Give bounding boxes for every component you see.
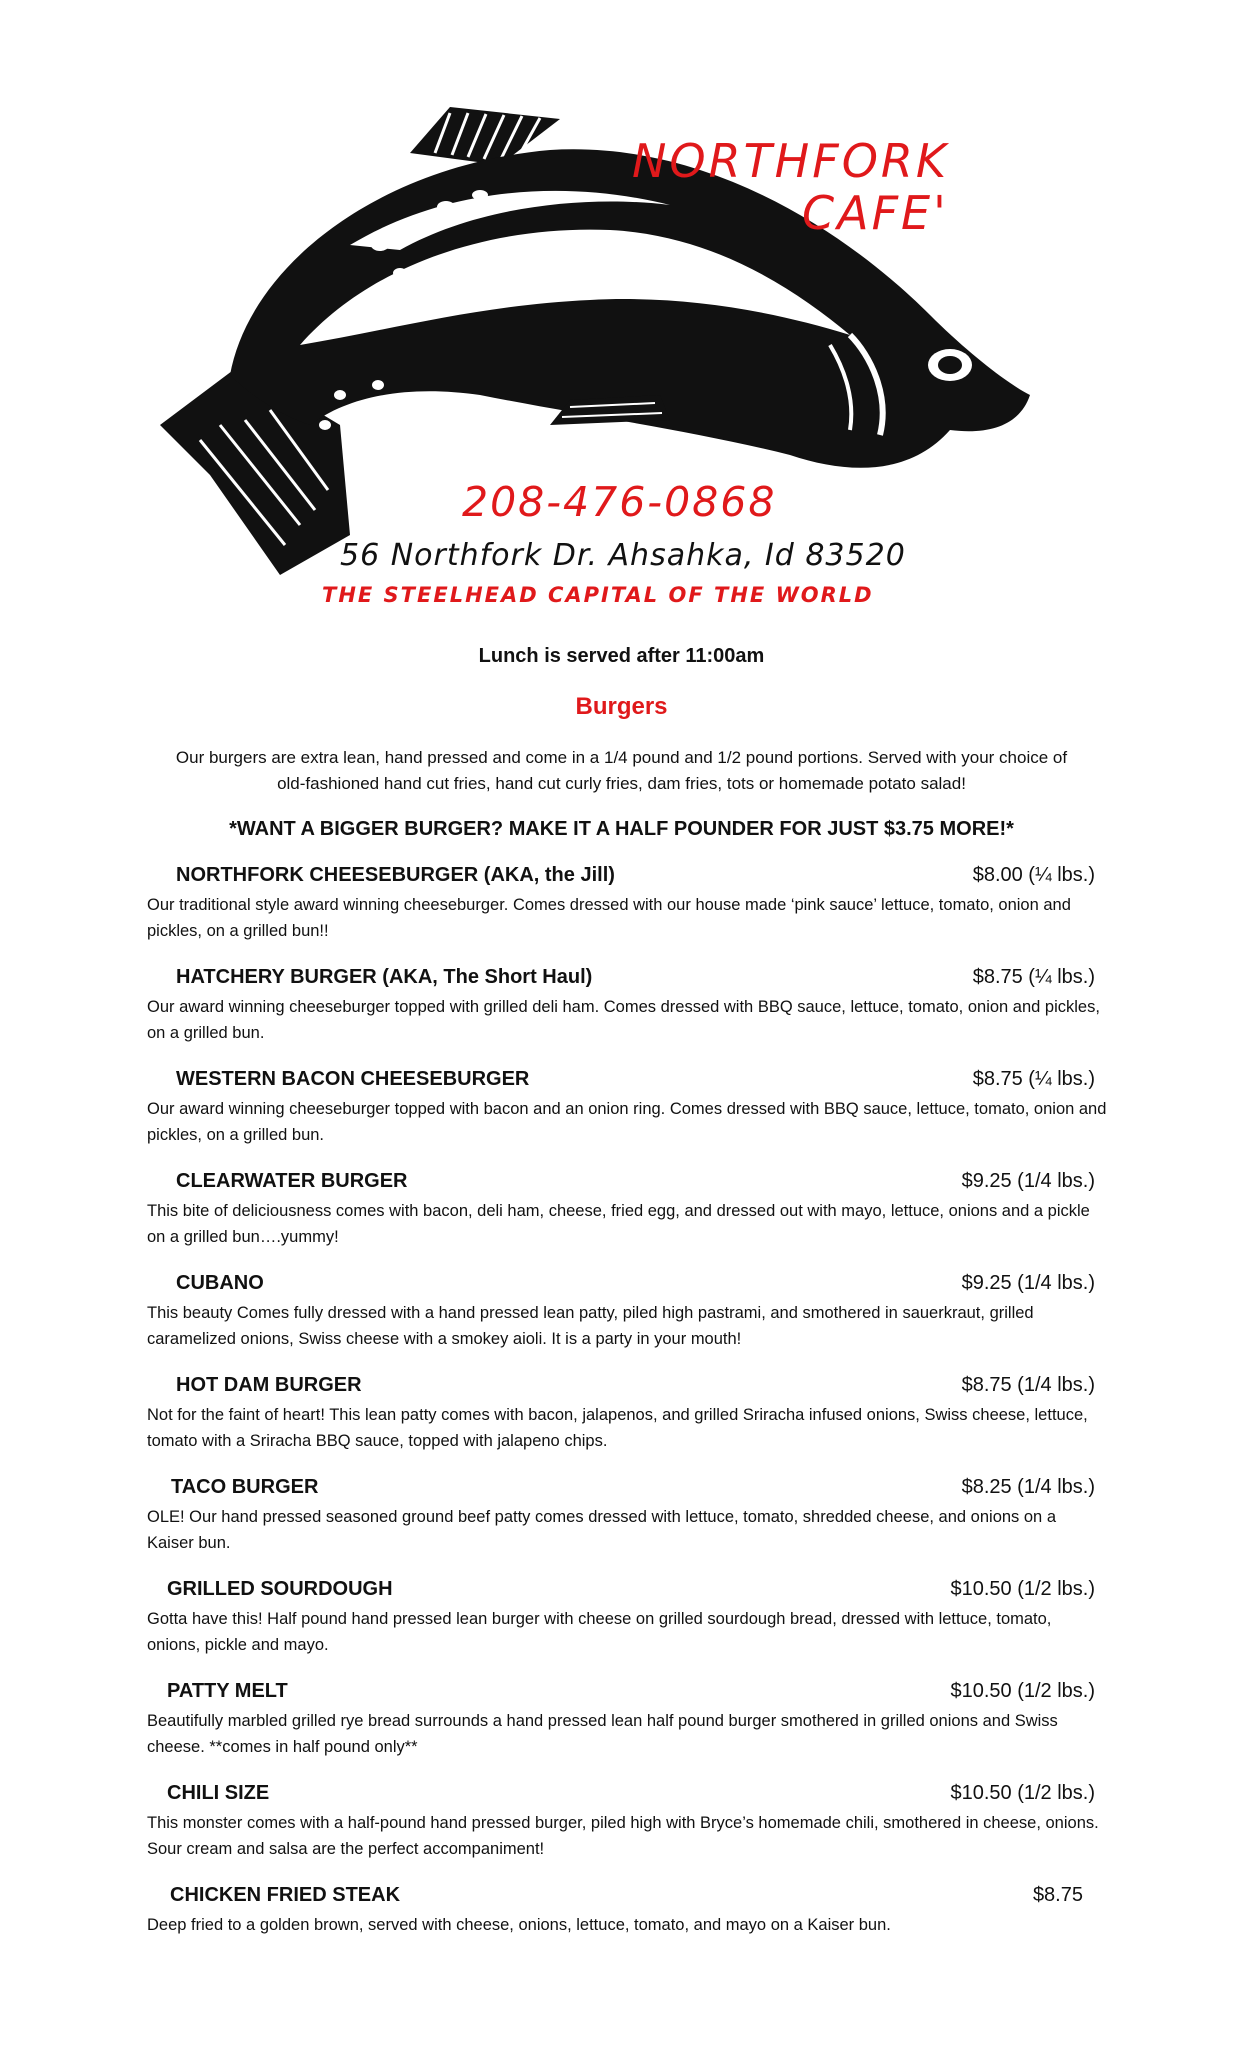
item-description: This monster comes with a half-pound hand pressed burger, piled high with Bryce’s homemade chili, smothered in cheese, onions. Sour cream and salsa are the perfect accompaniment! xyxy=(147,1814,1099,1858)
item-price: $10.50 (1/2 lbs.) xyxy=(950,1680,1095,1702)
tagline: THE STEELHEAD CAPITAL OF THE WORLD xyxy=(322,583,874,607)
item-price: $8.75 (¼ lbs.) xyxy=(972,1068,1095,1090)
menu-item xyxy=(0,1882,1243,1984)
item-name: WESTERN BACON CHEESEBURGER xyxy=(176,1068,530,1090)
item-name: GRILLED SOURDOUGH xyxy=(167,1578,393,1600)
promo-banner: *WANT A BIGGER BURGER? MAKE IT A HALF POUNDER FOR JUST $3.75 MORE!* xyxy=(229,818,1014,840)
item-name: HOT DAM BURGER xyxy=(176,1374,362,1396)
item-name: CUBANO xyxy=(176,1272,264,1294)
lunch-note: Lunch is served after 11:00am xyxy=(478,645,765,667)
item-description: Gotta have this! Half pound hand pressed lean burger with cheese on grilled sourdough bread, dressed with lettuce, tomato, onions, pickle and mayo. xyxy=(147,1610,1052,1654)
item-price: $8.25 (1/4 lbs.) xyxy=(961,1476,1095,1498)
item-price: $8.75 (1/4 lbs.) xyxy=(961,1374,1095,1396)
item-name: CHILI SIZE xyxy=(167,1782,270,1804)
item-description: Beautifully marbled grilled rye bread surrounds a hand pressed lean half pound burger smothered in grilled onions and Swiss cheese. **comes in half pound only** xyxy=(147,1712,1058,1756)
menu-item xyxy=(0,1066,1243,1168)
menu-item xyxy=(0,1474,1243,1576)
item-description: This beauty Comes fully dressed with a hand pressed lean patty, piled high pastrami, and smothered in sauerkraut, grilled caramelized onions, Swiss cheese with a smokey aioli. It is a party in your mouth! xyxy=(147,1304,1034,1348)
section-intro: Our burgers are extra lean, hand pressed and come in a 1/4 pound and 1/2 pound portions. Served with your choice of old-fashioned hand cut fries, hand cut curly fries, dam fries, tots or homemade potato salad! xyxy=(175,748,1068,793)
menu-item xyxy=(0,1168,1243,1270)
item-description: Our traditional style award winning cheeseburger. Comes dressed with our house made ‘pink sauce’ lettuce, tomato, onion and pickles, on a grilled bun!! xyxy=(147,896,1071,940)
item-price: $9.25 (1/4 lbs.) xyxy=(961,1170,1095,1192)
menu-item xyxy=(0,1270,1243,1372)
brand-name-line1: NORTHFORK xyxy=(632,134,950,188)
item-name: CLEARWATER BURGER xyxy=(176,1170,408,1192)
menu-item xyxy=(0,964,1243,1066)
item-name: PATTY MELT xyxy=(167,1680,288,1702)
item-name: CHICKEN FRIED STEAK xyxy=(170,1884,401,1906)
item-description: Our award winning cheeseburger topped with grilled deli ham. Comes dressed with BBQ sauce, lettuce, tomato, onion and pickles, on a grilled bun. xyxy=(147,998,1100,1042)
address: 56 Northfork Dr. Ahsahka, Id 83520 xyxy=(340,538,906,573)
menu-item xyxy=(0,1576,1243,1678)
item-price: $10.50 (1/2 lbs.) xyxy=(950,1782,1095,1804)
section-title: Burgers xyxy=(575,693,668,720)
item-description: Our award winning cheeseburger topped with bacon and an onion ring. Comes dressed with BBQ sauce, lettuce, tomato, onion and pickles, on a grilled bun. xyxy=(147,1100,1107,1144)
menu-items xyxy=(0,862,1243,1984)
brand-name-line2: CAFE' xyxy=(802,186,949,240)
menu-item xyxy=(0,1372,1243,1474)
menu-item xyxy=(0,1780,1243,1882)
phone-number: 208-476-0868 xyxy=(462,478,777,526)
item-name: HATCHERY BURGER (AKA, The Short Haul) xyxy=(176,966,593,988)
menu-item xyxy=(0,862,1243,964)
item-name: TACO BURGER xyxy=(171,1476,319,1498)
item-price: $9.25 (1/4 lbs.) xyxy=(961,1272,1095,1294)
item-price: $8.00 (¼ lbs.) xyxy=(972,864,1095,886)
item-description: This bite of deliciousness comes with bacon, deli ham, cheese, fried egg, and dressed out with mayo, lettuce, onions and a pickle on a grilled bun….yummy! xyxy=(147,1202,1090,1246)
item-price: $8.75 xyxy=(1032,1884,1083,1906)
item-description: Not for the faint of heart! This lean patty comes with bacon, jalapenos, and grilled Sriracha infused onions, Swiss cheese, lettuce, tomato with a Sriracha BBQ sauce, topped with jalapeno chips. xyxy=(147,1406,1088,1450)
item-price: $8.75 (¼ lbs.) xyxy=(972,966,1095,988)
item-description: Deep fried to a golden brown, served with cheese, onions, lettuce, tomato, and mayo on a Kaiser bun. xyxy=(147,1916,891,1934)
item-description: OLE! Our hand pressed seasoned ground beef patty comes dressed with lettuce, tomato, shredded cheese, and onions on a Kaiser bun. xyxy=(147,1508,1056,1552)
item-price: $10.50 (1/2 lbs.) xyxy=(950,1578,1095,1600)
item-name: NORTHFORK CHEESEBURGER (AKA, the Jill) xyxy=(176,864,615,886)
menu-item xyxy=(0,1678,1243,1780)
